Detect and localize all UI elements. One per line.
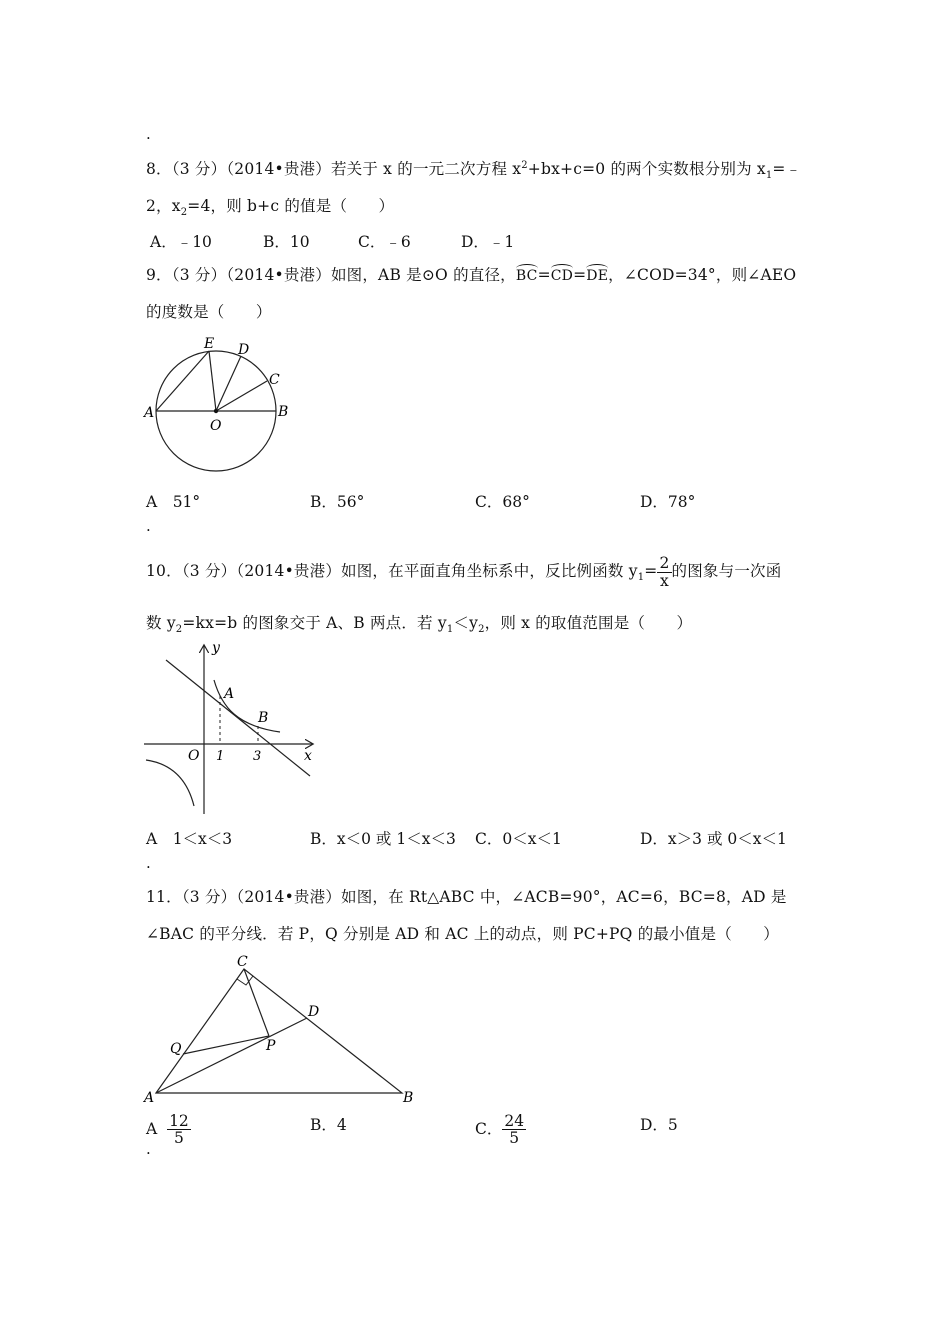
q9-option-b: B．56° — [310, 493, 365, 511]
q9-line2: 的度数是（ ） — [146, 303, 272, 321]
q11-option-c-den: 5 — [509, 1129, 520, 1148]
q8-text-a: 若关于 x 的一元二次方程 x — [330, 160, 522, 178]
q9-circle-figure — [140, 332, 300, 480]
right-angle-mark — [237, 976, 253, 985]
q10-option-a: A 1＜x＜3 — [146, 830, 233, 848]
q11-option-b: B．4 — [310, 1116, 347, 1134]
label-a: A — [144, 1090, 155, 1106]
q10-source: （2014•贵港） — [236, 562, 342, 580]
q11-option-c-num: 24 — [504, 1112, 525, 1130]
label-c: C — [269, 372, 280, 388]
q11-option-a-num: 12 — [169, 1112, 189, 1130]
q9-number: 9． — [146, 266, 172, 284]
q11-option-c-prefix: C． — [475, 1119, 503, 1138]
q8-text-e: =4，则 b+c 的值是（ ） — [187, 197, 395, 215]
q10-text-b: 的图象与一次函 — [671, 562, 782, 580]
q11-line2: ∠BAC 的平分线．若 P，Q 分别是 AD 和 AC 上的动点，则 PC+PQ 的最小值是（ ） — [146, 925, 779, 943]
q10-sub2: 2 — [175, 624, 183, 636]
radius-oc — [216, 381, 267, 411]
q11-option-a-prefix: A — [146, 1119, 158, 1138]
label-y: y — [212, 640, 220, 656]
label-a: A — [144, 405, 155, 421]
q9-arc-de: DE — [586, 264, 608, 284]
q8-sub2: 2 — [180, 207, 188, 219]
q10-graph-figure — [140, 640, 330, 820]
segment-pq — [183, 1036, 269, 1054]
q11-option-a-den: 5 — [173, 1129, 184, 1148]
q10-text-d: =kx=b 的图象交于 A、B 两点．若 y — [182, 614, 447, 632]
q10-text-a: 如图，在平面直角坐标系中，反比例函数 y — [341, 562, 638, 580]
q10-line1 — [146, 551, 781, 598]
label-c: C — [237, 954, 248, 970]
q9-eq1: = — [537, 266, 551, 284]
label-three: 3 — [253, 749, 262, 764]
q10-sub3: 1 — [446, 624, 454, 636]
q8-line2 — [146, 194, 394, 218]
q8-text-d: 2，x — [146, 197, 181, 215]
q8-text-b: +bx+c=0 的两个实数根分别为 x — [527, 160, 766, 178]
q9-text-b: ，∠COD=34°，则∠AEO — [608, 266, 797, 284]
q11-score: （3 分） — [181, 888, 237, 906]
label-d: D — [238, 342, 250, 358]
q8-line1 — [146, 157, 801, 181]
q8-score: （3 分） — [171, 160, 227, 178]
q8-sup: 2 — [521, 159, 528, 171]
label-b: B — [278, 404, 289, 420]
label-e: E — [204, 336, 215, 352]
q10-line2 — [146, 611, 692, 635]
q9-line1 — [146, 263, 796, 285]
q10-frac-num: 2 — [659, 554, 670, 573]
radius-oe — [209, 351, 216, 411]
q8-number: 8． — [146, 160, 172, 178]
q10-option-b: B．x＜0 或 1＜x＜3 — [310, 830, 456, 848]
q9-source: （2014•贵港） — [226, 266, 331, 284]
q8-source: （2014•贵港） — [226, 160, 331, 178]
label-o: O — [210, 418, 222, 434]
q9-option-d: D．78° — [640, 493, 696, 511]
q9-arc-bc: BC — [516, 264, 538, 284]
q11-line1 — [146, 885, 787, 907]
q11-option-c — [475, 1113, 526, 1147]
prev-dot: . — [146, 125, 151, 143]
q11-option-a-frac — [167, 1113, 191, 1147]
q10-eq: = — [644, 562, 658, 580]
q11-option-d: D．5 — [640, 1116, 678, 1134]
q9-score: （3 分） — [171, 266, 227, 284]
q8-option-d: D．﹣1 — [461, 233, 515, 251]
q8-option-b: B．10 — [263, 233, 310, 251]
q10-sub1: 1 — [637, 572, 645, 584]
q10-dot: . — [146, 854, 151, 872]
center-point — [214, 409, 218, 413]
q11-option-c-frac — [502, 1113, 526, 1147]
q11-text-a: 如图，在 Rt△ABC 中，∠ACB=90°，AC=6，BC=8，AD 是 — [341, 888, 787, 906]
q10-text-f: ，则 x 的取值范围是（ ） — [484, 614, 693, 632]
label-one: 1 — [216, 749, 225, 764]
q10-option-d: D．x＞3 或 0＜x＜1 — [640, 830, 787, 848]
q9-arc-cd: CD — [551, 264, 573, 284]
q10-score: （3 分） — [181, 562, 237, 580]
q9-option-c: C．68° — [475, 493, 530, 511]
q10-frac-den: x — [660, 571, 669, 590]
label-x: x — [304, 748, 312, 764]
q9-dot: . — [146, 517, 151, 535]
q10-number: 10． — [146, 562, 182, 580]
radius-od — [216, 356, 241, 411]
q11-option-a — [146, 1113, 191, 1147]
q10-fraction — [657, 555, 671, 589]
q9-eq2: = — [573, 266, 587, 284]
label-a: A — [224, 686, 235, 702]
label-o: O — [188, 748, 200, 764]
q10-sub4: 2 — [478, 624, 485, 636]
q11-triangle-figure — [140, 950, 430, 1110]
q10-text-c: 数 y — [146, 614, 176, 632]
q8-text-c: =﹣ — [772, 160, 802, 178]
q8-option-c: C．﹣6 — [358, 233, 411, 251]
label-b: B — [403, 1090, 414, 1106]
label-q: Q — [170, 1041, 182, 1057]
label-d: D — [308, 1004, 320, 1020]
q9-option-a: A 51° — [146, 493, 201, 511]
q8-sub1: 1 — [765, 170, 773, 182]
label-b: B — [258, 710, 269, 726]
q11-source: （2014•贵港） — [236, 888, 342, 906]
q9-text-a: 如图，AB 是⊙O 的直径， — [330, 266, 516, 284]
q11-number: 11． — [146, 888, 182, 906]
q10-option-c: C．0＜x＜1 — [475, 830, 562, 848]
q8-option-a: A．﹣10 — [150, 233, 212, 251]
label-p: P — [266, 1038, 276, 1054]
hyperbola-branch-2 — [146, 760, 194, 806]
q11-dot: . — [146, 1140, 151, 1158]
q10-text-e: ＜y — [453, 614, 479, 632]
